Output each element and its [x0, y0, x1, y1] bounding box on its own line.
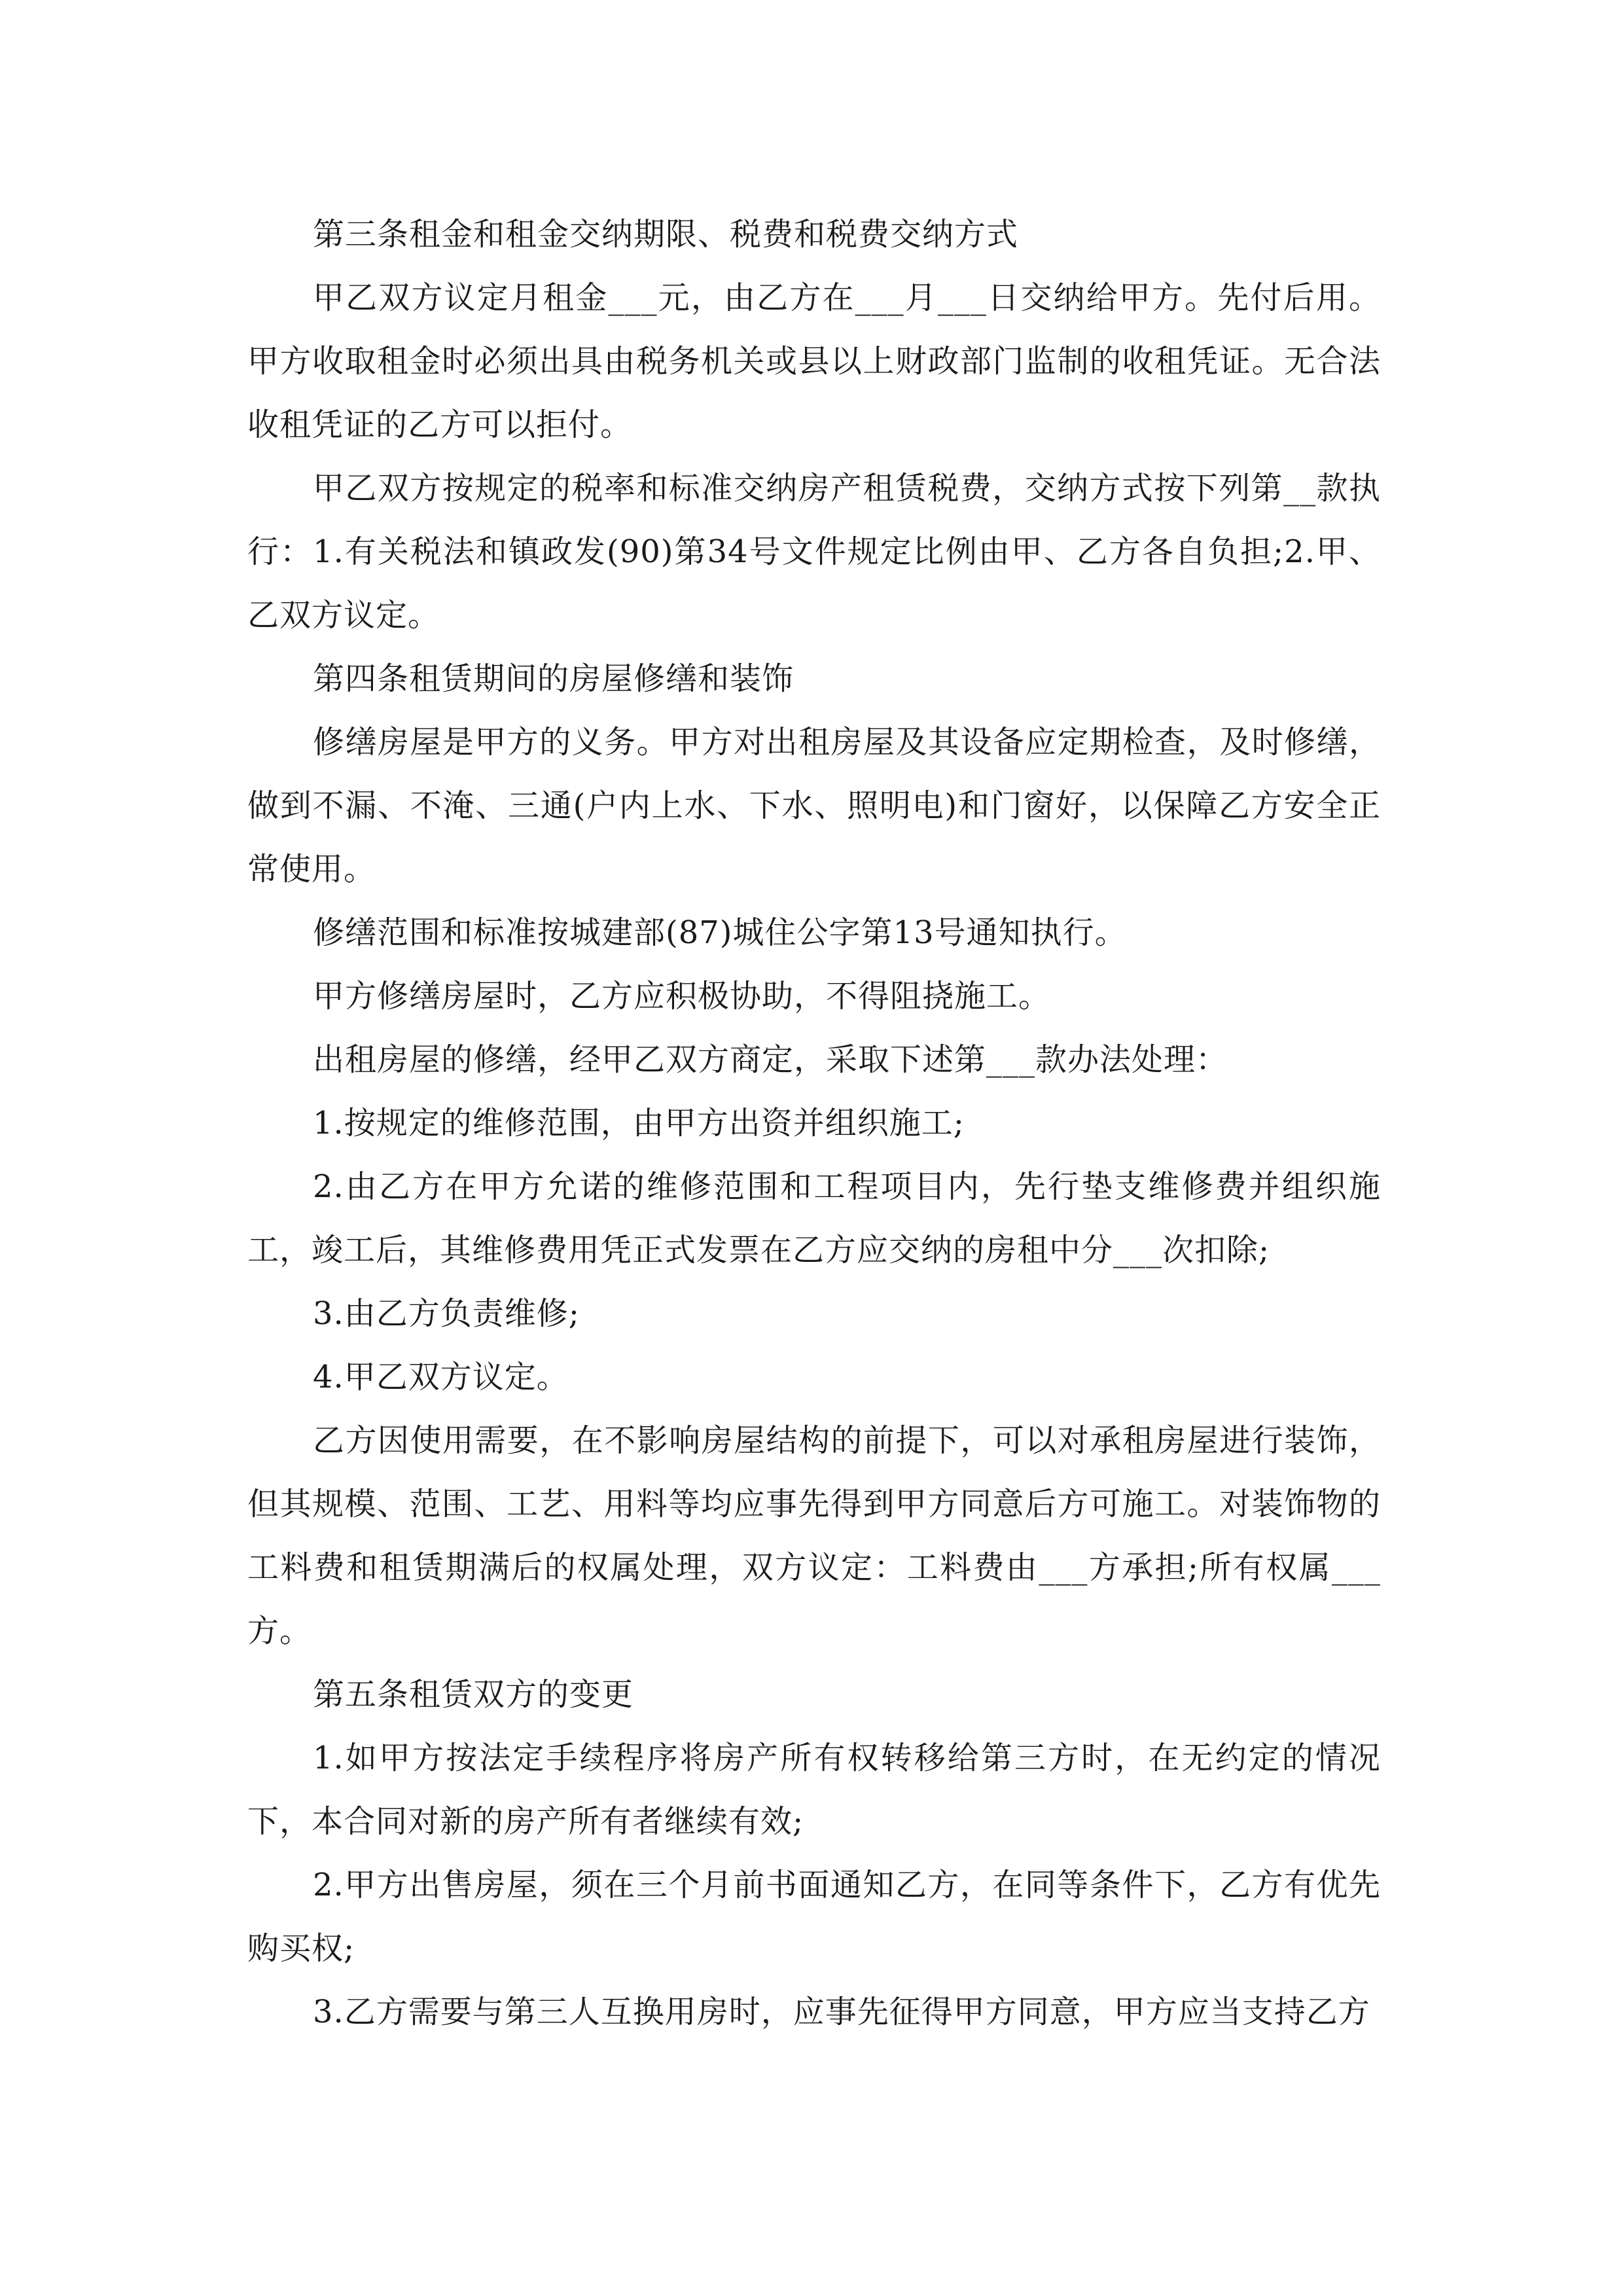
- list-item-change-1: 1.如甲方按法定手续程序将房产所有权转移给第三方时，在无约定的情况下，本合同对新的房产所有者继续有效;: [247, 1740, 1381, 1840]
- section-heading-article-4: 第四条租赁期间的房屋修缮和装饰: [313, 660, 794, 697]
- paragraph-repair-method: 出租房屋的修缮，经甲乙双方商定，采取下述第___款办法处理：: [313, 1041, 1228, 1078]
- section-heading-article-3: 第三条租金和租金交纳期限、税费和税费交纳方式: [313, 216, 1019, 253]
- paragraph-rent-payment: 甲乙双方议定月租金___元，由乙方在___月___日交纳给甲方。先付后用。甲方收取租金时必须出具由税务机关或县以上财政部门监制的收租凭证。无合法收租凭证的乙方可以拒付。: [247, 279, 1381, 443]
- list-item-repair-option-1: 1.按规定的维修范围，由甲方出资并组织施工;: [313, 1105, 965, 1141]
- paragraph-repair-standard: 修缮范围和标准按城建部(87)城住公字第13号通知执行。: [313, 914, 1127, 951]
- list-item-change-3: 3.乙方需要与第三人互换用房时，应事先征得甲方同意，甲方应当支持乙方: [313, 1994, 1370, 2030]
- list-item-repair-option-4: 4.甲乙双方议定。: [313, 1359, 569, 1395]
- document-body: [247, 203, 1381, 2044]
- list-item-repair-option-3: 3.由乙方负责维修;: [313, 1295, 580, 1332]
- paragraph-tax-payment: 甲乙双方按规定的税率和标准交纳房产租赁税费，交纳方式按下列第__款执行：1.有关税法和镇政发(90)第34号文件规定比例由甲、乙方各自负担;2.甲、乙双方议定。: [247, 470, 1381, 634]
- list-item-repair-option-2: 2.由乙方在甲方允诺的维修范围和工程项目内，先行垫支维修费并组织施工，竣工后，其维修费用凭正式发票在乙方应交纳的房租中分___次扣除;: [247, 1168, 1381, 1268]
- list-item-change-2: 2.甲方出售房屋，须在三个月前书面通知乙方，在同等条件下，乙方有优先购买权;: [247, 1867, 1381, 1967]
- paragraph-repair-duty: 修缮房屋是甲方的义务。甲方对出租房屋及其设备应定期检查，及时修缮，做到不漏、不淹、三通(户内上水、下水、照明电)和门窗好，以保障乙方安全正常使用。: [247, 724, 1381, 888]
- paragraph-decoration: 乙方因使用需要，在不影响房屋结构的前提下，可以对承租房屋进行装饰，但其规模、范围、工艺、用料等均应事先得到甲方同意后方可施工。对装饰物的工料费和租赁期满后的权属处理，双方议定：工料费由___方承担;所有权属___方。: [247, 1422, 1381, 1649]
- paragraph-repair-cooperation: 甲方修缮房屋时，乙方应积极协助，不得阻挠施工。: [313, 978, 1051, 1014]
- section-heading-article-5: 第五条租赁双方的变更: [313, 1676, 634, 1713]
